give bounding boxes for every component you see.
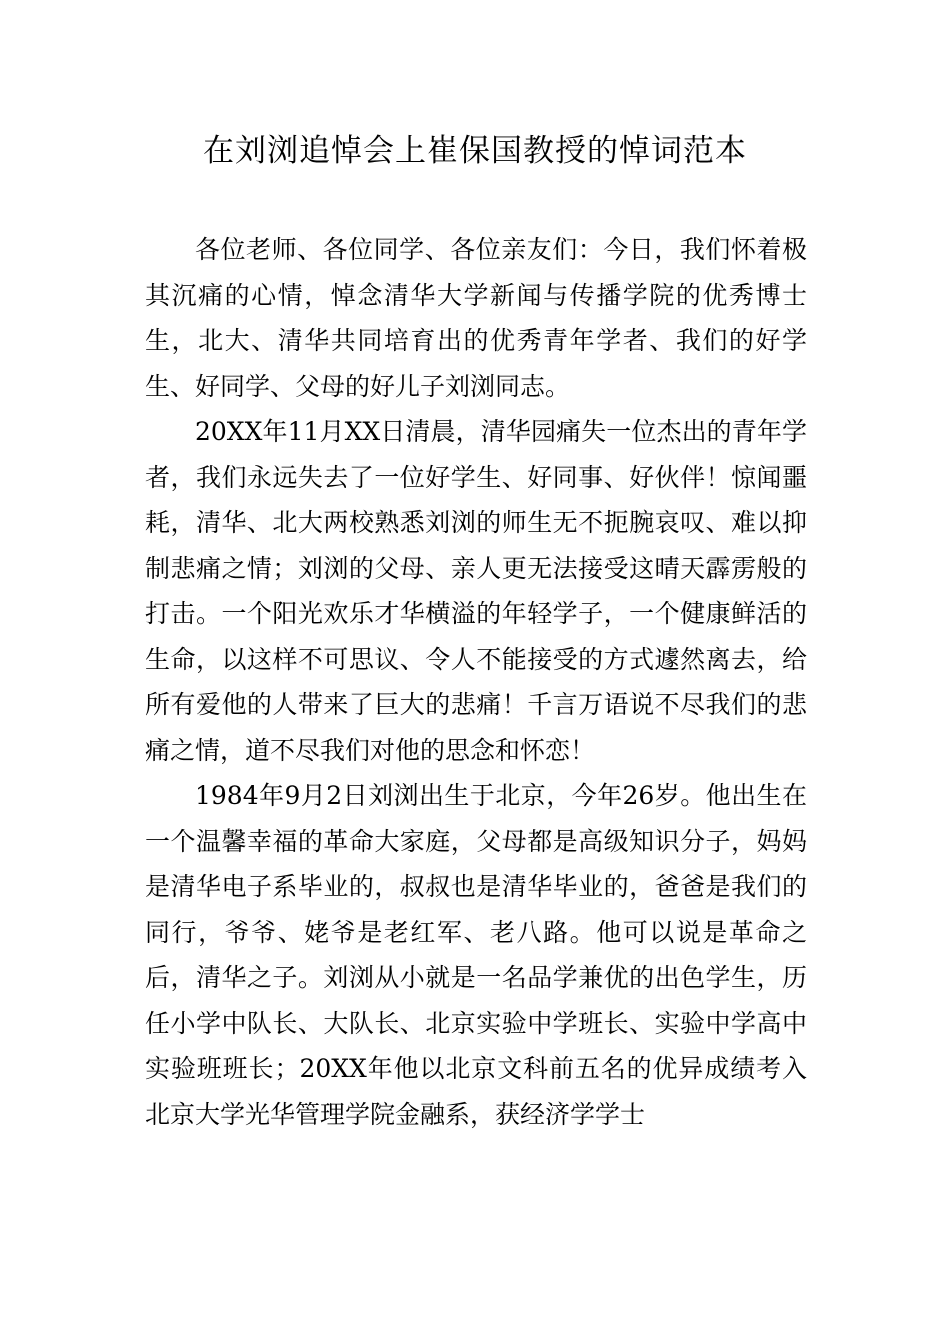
document-title: 在刘浏追悼会上崔保国教授的悼词范本 (203, 133, 747, 169)
paragraph-1: 各位老师、各位同学、各位亲友们：今日，我们怀着极其沉痛的心情，悼念清华大学新闻与传播学院的优秀博士生，北大、清华共同培育出的优秀青年学者、我们的好学生、好同学、父母的好儿子刘浏同志。 (145, 235, 807, 401)
document-body (145, 227, 807, 1137)
paragraph-3: 1984年9月2日刘浏出生于北京，今年26岁。他出生在一个温馨幸福的革命大家庭，父母都是高级知识分子，妈妈是清华电子系毕业的，叔叔也是清华毕业的，爸爸是我们的同行，爷爷、姥爷是老红军、老八路。他可以说是革命之后，清华之子。刘浏从小就是一名品学兼优的出色学生，历任小学中队长、大队长、北京实验中学班长、实验中学高中实验班班长；20XX年他以北京文科前五名的优异成绩考入北京大学光华管理学院金融系，获经济学学士 (145, 781, 807, 1129)
paragraph-2: 20XX年11月XX日清晨，清华园痛失一位杰出的青年学者，我们永远失去了一位好学生、好同事、好伙伴！惊闻噩耗，清华、北大两校熟悉刘浏的师生无不扼腕哀叹、难以抑制悲痛之情；刘浏的父母、亲人更无法接受这晴天霹雳般的打击。一个阳光欢乐才华横溢的年轻学子，一个健康鲜活的生命，以这样不可思议、令人不能接受的方式遽然离去，给所有爱他的人带来了巨大的悲痛！千言万语说不尽我们的悲痛之情，道不尽我们对他的思念和怀恋！ (145, 417, 807, 765)
